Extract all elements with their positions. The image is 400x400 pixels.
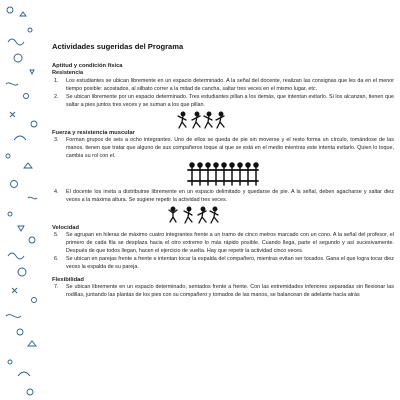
activity-text: Se ubican libremente por un espacio determinado. Tres estudiantes pillan a los demás, que intentan evitarlo. Si los alcanzan, tienen que saltar a pies juntos tres veces y se suman a los que pillan.: [66, 94, 394, 108]
activity-number: 5.: [54, 232, 59, 239]
figure-runners: [52, 110, 394, 130]
section-title-aptitud: Aptitud y condición física: [52, 63, 123, 69]
activity-number: 1.: [54, 78, 59, 84]
section-title-fuerza: Fuerza y resistencia muscular: [52, 130, 135, 137]
activity-number: 7.: [54, 284, 59, 291]
jumping-kids-icon: [52, 205, 394, 225]
activity-text: Se agrupan en hileras de máximo cuatro integrantes frente a un tramo de cinco metros marcado con un cono. A la señal del profesor, el primero de cada fila se desplaza hacia el otro extremo lo más rápido posible. Cuando llega, parte el segundo y así sucesivamente. Después de que todos llegan, hacen el ejercicio de vuelta. Hay que repetir la actividad cinco veces.: [66, 232, 394, 254]
activity-item-5: [52, 232, 394, 255]
activity-item-2: [52, 94, 394, 109]
activity-item-3: [52, 137, 394, 160]
activity-item-6: [52, 256, 394, 271]
activity-item-4: [52, 189, 394, 204]
hands-joined-circle-icon: [52, 161, 394, 189]
page-title: Actividades sugeridas del Programa: [52, 42, 184, 51]
figure-circle: [52, 161, 394, 189]
activity-text: El docente los invita a distribuirse libremente en un espacio delimitado y quedarse de pie. A la señal, deben agacharse y saltar diez veces a la máxima altura. Se sugiere repetir la actividad tres veces.: [66, 189, 394, 203]
content-area: [52, 42, 394, 301]
activity-item-1: [52, 78, 394, 93]
activity-number: 4.: [54, 189, 59, 196]
section-title-velocidad: Velocidad: [52, 225, 80, 232]
activity-number: 6.: [54, 256, 59, 263]
activity-text: Los estudiantes se ubican libremente en un espacio determinado. A la señal del docente, realizan las consignas que les da en el menor tiempo posible: acostados, al silbato correr a la mitad de cancha, saltar tres veces en el mismo lugar, etc.: [66, 78, 394, 92]
activity-number: 3.: [54, 137, 59, 144]
activity-item-7: [52, 284, 394, 299]
childrens-doodle-border-icon: [0, 0, 48, 400]
activity-text: Se ubican en parejas frente a frente e intentan tocar la espalda del compañero, mientras evitan ser tocados. Gana el que logra tocar diez veces la espalda de su pareja.: [66, 256, 394, 270]
section-title-flexibilidad: Flexibilidad: [52, 277, 84, 284]
activity-text: Forman grupos de seis a ocho integrantes. Uno de ellos se queda de pie sin moverse y el resto forma un círculo, tomándose de las manos. tienen que tratar que alguno de sus compañeros toque al que se está en el medio mientras este intenta evitarlo. Quien lo toque, cambia su rol con el.: [66, 137, 394, 159]
running-kids-icon: [52, 110, 394, 130]
activity-text: Se ubican libremente en un espacio determinado, sentados frente a frente. Con las extremidades inferiores separadas sin flexionar las rodillas, juntando las plantas de los pies con su compañero y tomados de las manos, se balancean de adelante hacia atrás: [66, 284, 394, 298]
activity-number: 2.: [54, 94, 59, 101]
subsection-title-resistencia: Resistencia: [52, 70, 84, 76]
figure-jumpers: [52, 205, 394, 225]
